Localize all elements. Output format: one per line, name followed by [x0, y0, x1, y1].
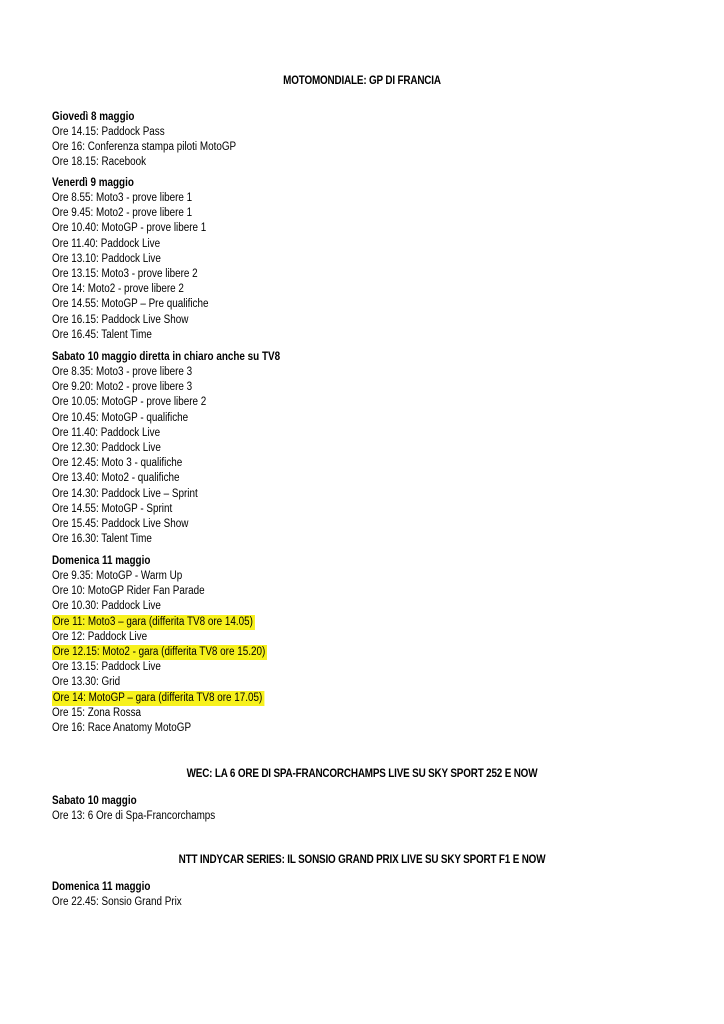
schedule-item-highlighted: Ore 14: MotoGP – gara (differita TV8 ore 17.05) — [52, 691, 692, 706]
schedule-item: Ore 13.40: Moto2 - qualifiche — [52, 472, 180, 485]
schedule-item: Ore 10: MotoGP Rider Fan Parade — [52, 585, 205, 598]
schedule-item: Ore 12.30: Paddock Live — [52, 441, 161, 454]
day-block-domenica — [52, 554, 692, 736]
day-heading: Sabato 10 maggio — [52, 795, 137, 807]
schedule-item: Ore 16.45: Talent Time — [52, 328, 152, 341]
schedule-item: Ore 11.40: Paddock Live — [52, 237, 161, 250]
schedule-item: Ore 9.45: Moto2 - prove libere 1 — [52, 207, 193, 220]
schedule-item: Ore 16: Conferenza stampa piloti MotoGP — [52, 141, 237, 154]
schedule-item: Ore 10.30: Paddock Live — [52, 600, 161, 613]
schedule-item: Ore 8.55: Moto3 - prove libere 1 — [52, 192, 193, 204]
schedule-item: Ore 14.15: Paddock Pass — [52, 126, 165, 138]
day-heading: Sabato 10 maggio diretta in chiaro anche su TV8 — [52, 351, 281, 363]
day-block-wec-sabato — [52, 794, 692, 824]
schedule-item: Ore 9.20: Moto2 - prove libere 3 — [52, 381, 193, 394]
schedule-item: Ore 22.45: Sonsio Grand Prix — [52, 896, 182, 908]
schedule-item: Ore 13.15: Moto3 - prove libere 2 — [52, 267, 198, 280]
schedule-item: Ore 16: Race Anatomy MotoGP — [52, 721, 192, 734]
schedule-item: Ore 10.45: MotoGP - qualifiche — [52, 411, 189, 424]
day-block-giovedi — [52, 110, 692, 171]
day-block-sabato — [52, 350, 692, 547]
schedule-item: Ore 16.15: Paddock Live Show — [52, 313, 189, 326]
schedule-item: Ore 15.45: Paddock Live Show — [52, 517, 189, 530]
day-heading: Domenica 11 maggio — [52, 555, 151, 567]
schedule-item: Ore 13.15: Paddock Live — [52, 661, 161, 674]
schedule-item: Ore 10.40: MotoGP - prove libere 1 — [52, 222, 207, 235]
schedule-item: Ore 15: Zona Rossa — [52, 706, 142, 719]
schedule-item: Ore 8.35: Moto3 - prove libere 3 — [52, 366, 193, 378]
day-block-indycar-domenica — [52, 880, 692, 910]
schedule-item: Ore 18.15: Racebook — [52, 156, 147, 169]
day-heading: Domenica 11 maggio — [52, 881, 151, 893]
schedule-item: Ore 16.30: Talent Time — [52, 533, 152, 546]
schedule-item-highlighted: Ore 12.15: Moto2 - gara (differita TV8 ore 15.20) — [52, 645, 692, 660]
schedule-item: Ore 10.05: MotoGP - prove libere 2 — [52, 396, 207, 409]
day-block-venerdi — [52, 176, 692, 343]
schedule-item: Ore 14.30: Paddock Live – Sprint — [52, 487, 198, 500]
schedule-item: Ore 14: Moto2 - prove libere 2 — [52, 283, 184, 296]
schedule-item: Ore 13.10: Paddock Live — [52, 252, 161, 265]
schedule-item: Ore 9.35: MotoGP - Warm Up — [52, 570, 183, 582]
schedule-item: Ore 14.55: MotoGP - Sprint — [52, 502, 173, 515]
schedule-item: Ore 13.30: Grid — [52, 676, 121, 689]
schedule-item-highlighted: Ore 11: Moto3 – gara (differita TV8 ore 14.05) — [52, 615, 692, 630]
schedule-item: Ore 12: Paddock Live — [52, 630, 148, 643]
schedule-item: Ore 11.40: Paddock Live — [52, 426, 161, 439]
day-heading: Giovedì 8 maggio — [52, 111, 135, 123]
day-heading: Venerdì 9 maggio — [52, 177, 134, 189]
section-title-wec: WEC: LA 6 ORE DI SPA-FRANCORCHAMPS LIVE SU SKY SPORT 252 E NOW — [186, 768, 538, 780]
section-title-indycar: NTT INDYCAR SERIES: IL SONSIO GRAND PRIX LIVE SU SKY SPORT F1 E NOW — [178, 854, 546, 866]
schedule-item: Ore 14.55: MotoGP – Pre qualifiche — [52, 298, 209, 311]
schedule-item: Ore 12.45: Moto 3 - qualifiche — [52, 457, 183, 470]
schedule-item: Ore 13: 6 Ore di Spa-Francorchamps — [52, 810, 216, 822]
section-title-motomondiale: MOTOMONDIALE: GP DI FRANCIA — [283, 75, 441, 87]
